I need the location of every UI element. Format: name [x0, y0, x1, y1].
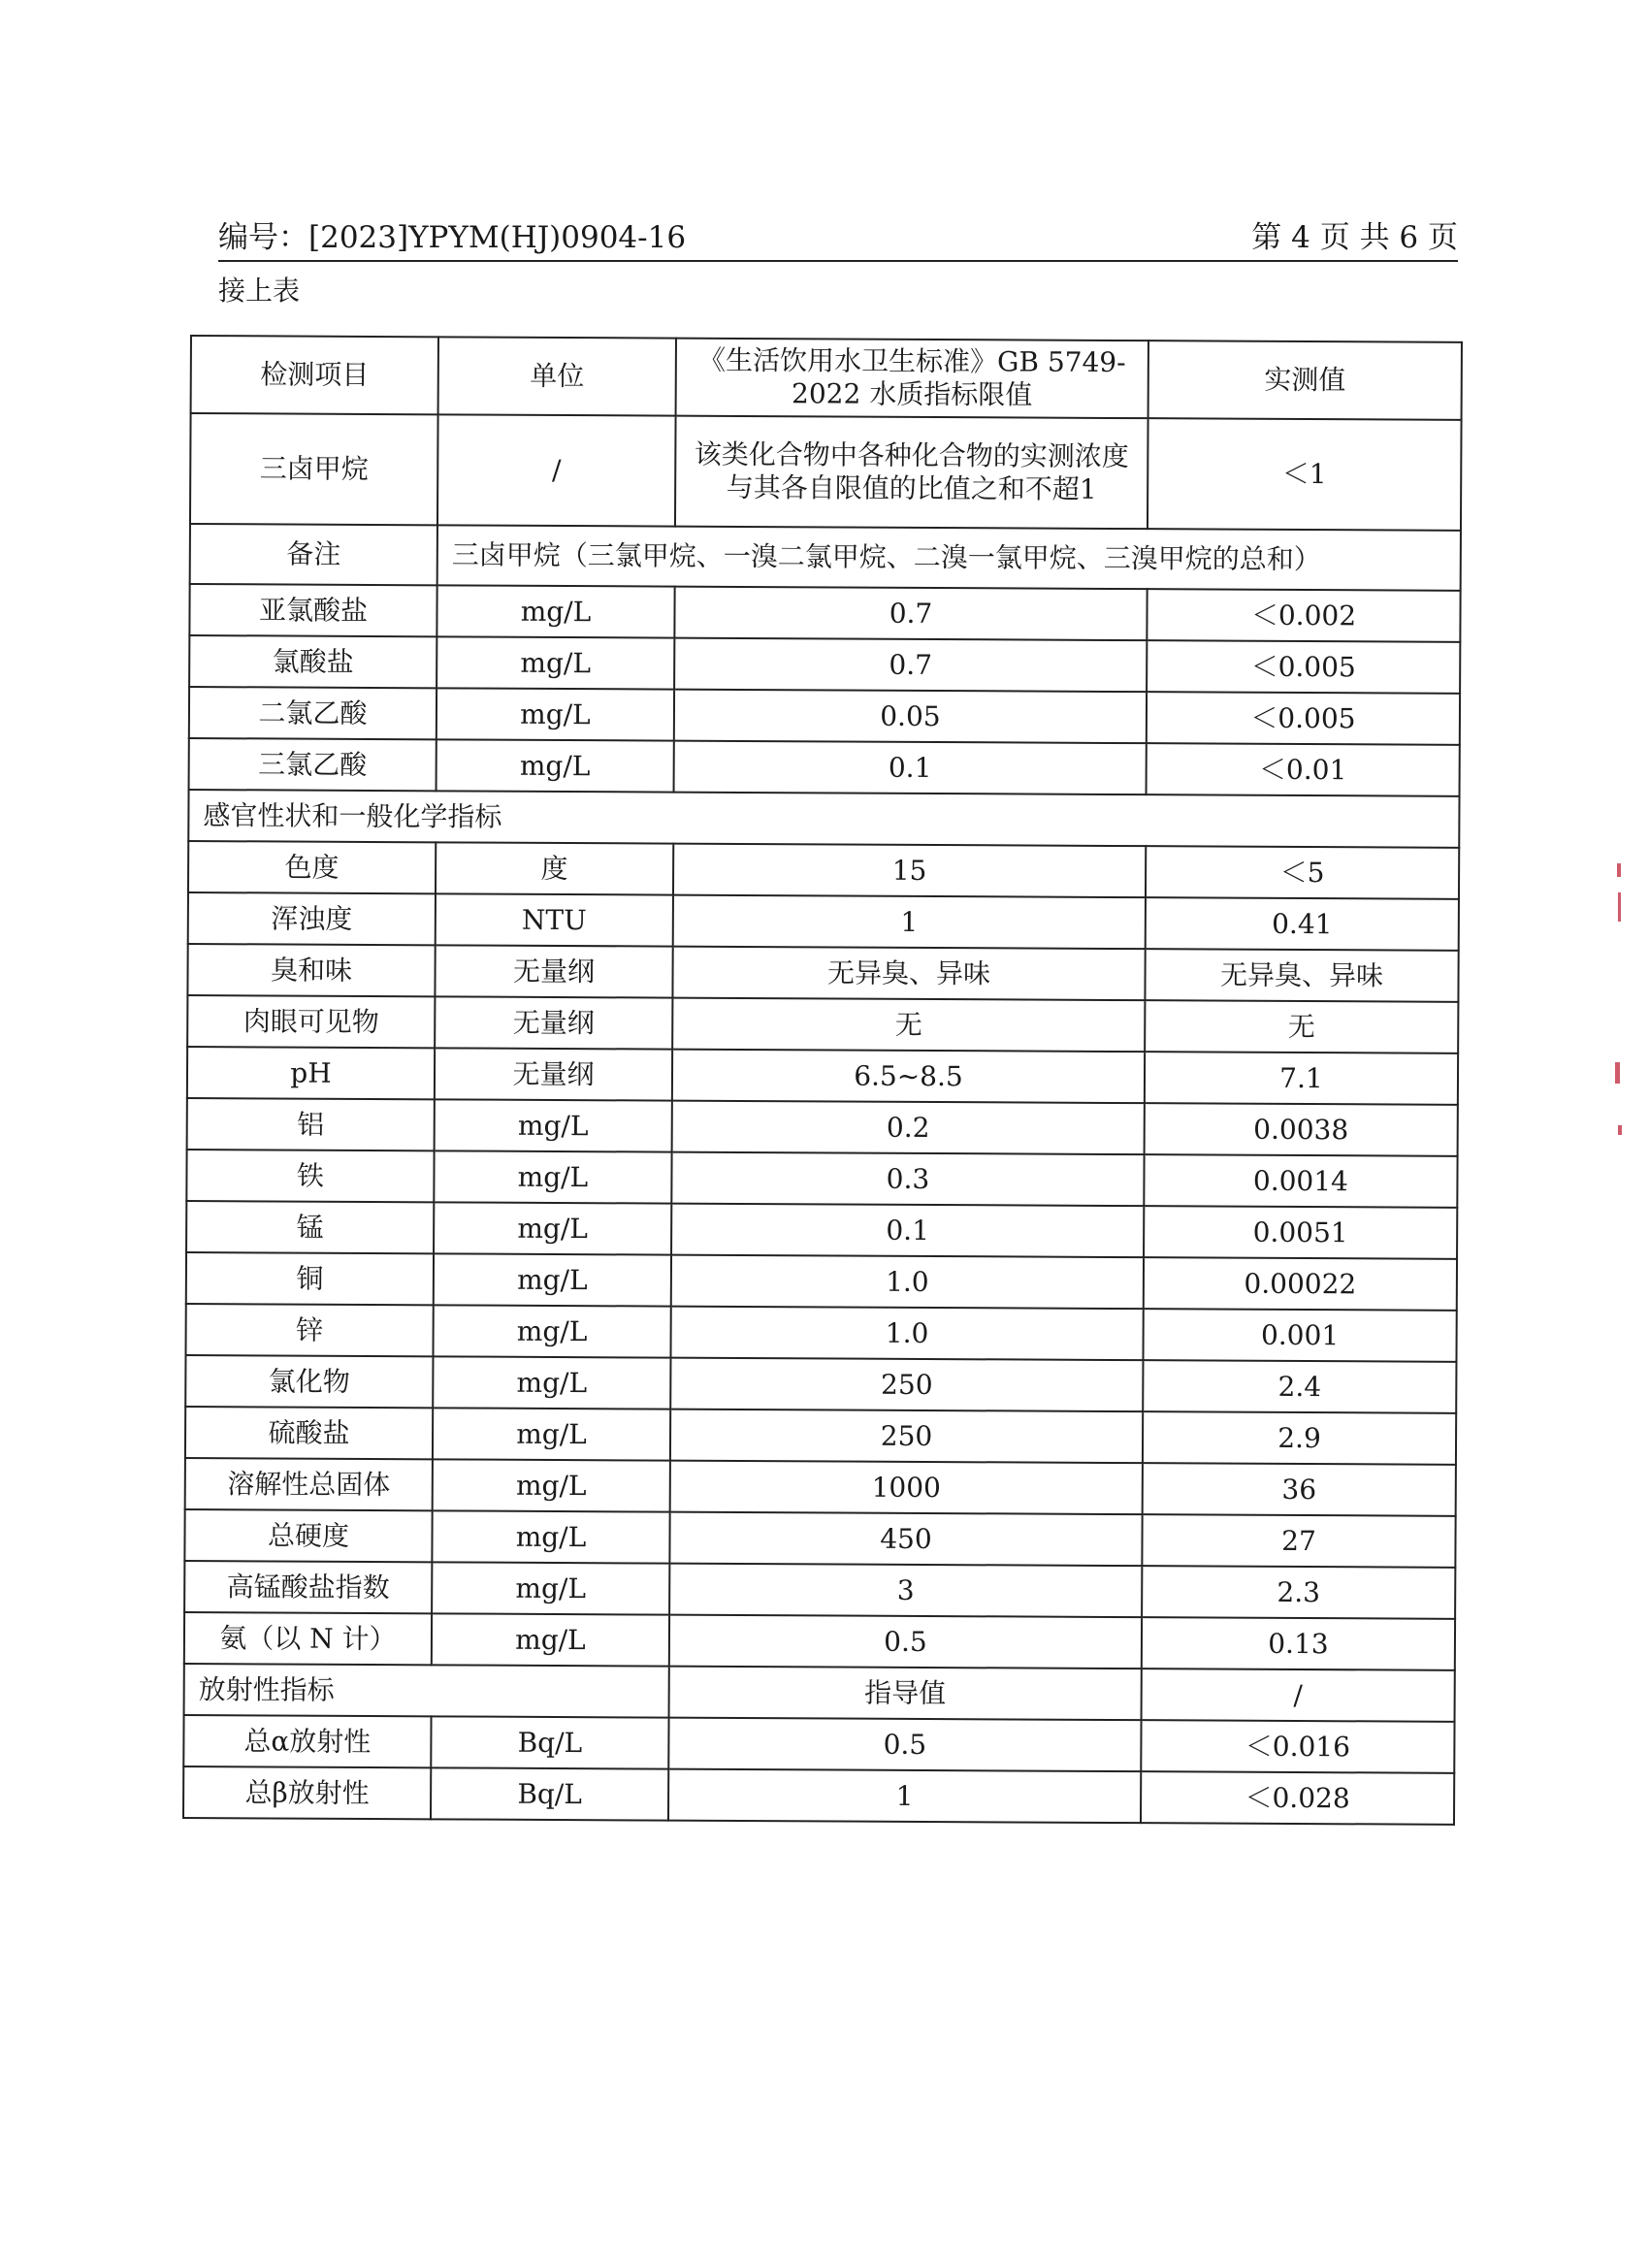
cell-limit: 0.7	[674, 638, 1147, 693]
cell-limit: 0.5	[669, 1615, 1142, 1669]
cell-item: 总硬度	[184, 1509, 432, 1562]
cell-unit: mg/L	[433, 1408, 670, 1460]
cell-unit: mg/L	[436, 585, 674, 637]
section-radio-label: 放射性指标	[184, 1664, 669, 1718]
cell-unit: mg/L	[433, 1356, 670, 1409]
cell-item: 铜	[186, 1252, 434, 1305]
cell-limit: 450	[669, 1512, 1142, 1567]
cell-value: ＜0.005	[1147, 640, 1460, 694]
table-row	[183, 1715, 1454, 1773]
cell-value: 无	[1145, 1000, 1458, 1053]
cell-item: 氯酸盐	[189, 635, 436, 688]
cell-limit: 0.1	[671, 1204, 1144, 1258]
table-row	[189, 584, 1460, 642]
cell-value: 0.001	[1143, 1309, 1456, 1362]
cell-unit: Bq/L	[431, 1716, 668, 1768]
cell-limit: 0.3	[671, 1152, 1144, 1207]
table-row	[185, 1407, 1456, 1465]
section-header-row	[184, 1664, 1455, 1722]
cell-item: 氨（以 N 计）	[184, 1612, 432, 1665]
cell-item: 硫酸盐	[185, 1407, 433, 1459]
cell-value: 27	[1142, 1514, 1455, 1568]
page-number: 第 4 页 共 6 页	[1251, 220, 1458, 255]
cell-value: 0.00022	[1144, 1257, 1457, 1311]
cell-value: ＜0.028	[1141, 1771, 1454, 1825]
cell-value: 0.0051	[1144, 1206, 1457, 1259]
cell-unit: mg/L	[433, 1459, 670, 1511]
cell-unit: mg/L	[435, 1099, 672, 1151]
scan-mark	[1618, 892, 1621, 922]
table-row	[184, 1612, 1455, 1670]
table-header-row	[191, 336, 1462, 420]
table-row	[188, 892, 1459, 951]
cell-item: 总α放射性	[183, 1715, 431, 1767]
cell-value: 2.4	[1143, 1360, 1456, 1413]
cell-value: ＜0.002	[1147, 589, 1460, 642]
table-row	[190, 413, 1462, 531]
cell-limit: 1	[673, 895, 1146, 950]
table-row	[189, 635, 1460, 694]
table-row	[184, 1509, 1455, 1568]
cell-item: 三卤甲烷	[190, 413, 438, 525]
water-quality-table	[182, 335, 1463, 1826]
cell-item: 肉眼可见物	[187, 995, 435, 1048]
cell-limit: 0.1	[674, 741, 1147, 795]
cell-unit: mg/L	[434, 1150, 671, 1203]
cell-limit: 1000	[670, 1461, 1143, 1515]
cell-unit: mg/L	[434, 1253, 671, 1306]
table-row	[187, 995, 1458, 1053]
cell-value: 2.3	[1142, 1566, 1455, 1619]
cell-item: 溶解性总固体	[185, 1458, 433, 1510]
table-row	[183, 1766, 1454, 1825]
note-row	[190, 524, 1461, 591]
table-row	[186, 1252, 1457, 1311]
cell-item: 色度	[188, 841, 436, 893]
header-value: 实测值	[1148, 340, 1462, 420]
cell-limit: 15	[673, 844, 1146, 898]
cell-value: ＜0.016	[1141, 1720, 1454, 1773]
note-text: 三卤甲烷（三氯甲烷、一溴二氯甲烷、二溴一氯甲烷、三溴甲烷的总和）	[437, 525, 1461, 591]
cell-unit: 无量纲	[435, 945, 672, 997]
cell-limit: 250	[670, 1358, 1143, 1412]
cell-value: 2.9	[1143, 1411, 1456, 1465]
cell-unit: mg/L	[436, 688, 674, 740]
cell-unit: mg/L	[434, 1202, 671, 1254]
cell-item: 铁	[186, 1150, 434, 1202]
cell-limit: 无	[672, 998, 1145, 1053]
table-row	[187, 1098, 1458, 1156]
cell-value: ＜5	[1146, 846, 1459, 899]
cell-limit: 6.5~8.5	[672, 1050, 1145, 1104]
cell-value: 7.1	[1145, 1052, 1458, 1105]
cell-item: 亚氯酸盐	[189, 584, 436, 636]
cell-item: 臭和味	[187, 944, 435, 996]
cell-value: 0.0014	[1144, 1154, 1457, 1208]
cell-unit: mg/L	[432, 1510, 669, 1563]
cell-item: 高锰酸盐指数	[184, 1561, 432, 1613]
cell-limit: 1	[668, 1769, 1141, 1824]
note-label: 备注	[190, 524, 437, 585]
section-radio-value: /	[1142, 1669, 1455, 1722]
cell-value: ＜1	[1148, 418, 1462, 531]
cell-item: pH	[187, 1047, 435, 1099]
cell-item: 浑浊度	[188, 892, 436, 945]
cell-value: 0.41	[1146, 897, 1459, 951]
cell-unit: 无量纲	[435, 1048, 672, 1100]
cell-unit: mg/L	[432, 1613, 669, 1666]
page-header	[218, 215, 1458, 262]
table-row	[185, 1304, 1456, 1362]
cell-limit: 250	[670, 1409, 1143, 1464]
cell-value: ＜0.01	[1147, 743, 1460, 796]
cell-item: 氯化物	[185, 1355, 433, 1408]
header-limit: 《生活饮用水卫生标准》GB 5749-2022 水质指标限值	[676, 339, 1148, 419]
cell-value: 36	[1143, 1463, 1456, 1516]
table-row	[188, 841, 1459, 899]
cell-item: 二氯乙酸	[189, 687, 436, 739]
report-number: 编号：[2023]YPYM(HJ)0904-16	[218, 220, 687, 255]
cell-unit: mg/L	[432, 1562, 669, 1614]
cell-unit: Bq/L	[431, 1767, 668, 1820]
cell-unit: mg/L	[433, 1305, 670, 1357]
cell-value: 0.0038	[1145, 1103, 1458, 1156]
cell-limit: 3	[669, 1564, 1142, 1618]
cell-unit: 无量纲	[435, 996, 672, 1049]
cell-unit: mg/L	[436, 739, 674, 792]
table-row	[185, 1355, 1456, 1413]
table-row	[187, 1047, 1458, 1105]
cell-limit: 无异臭、异味	[672, 947, 1145, 1001]
table-row	[185, 1458, 1456, 1516]
table-row	[187, 944, 1458, 1002]
table-row	[189, 687, 1460, 745]
table-row	[186, 1201, 1457, 1259]
cell-limit: 0.7	[674, 587, 1147, 641]
cell-limit: 0.05	[674, 690, 1147, 744]
header-item: 检测项目	[191, 336, 438, 414]
section-header-row	[188, 790, 1459, 848]
cell-value: 无异臭、异味	[1145, 949, 1458, 1002]
cell-item: 锰	[186, 1201, 434, 1253]
scan-mark	[1617, 863, 1621, 877]
cell-limit: 1.0	[671, 1255, 1144, 1310]
scan-mark	[1615, 1062, 1620, 1084]
cell-item: 铝	[187, 1098, 435, 1150]
cell-item: 总β放射性	[183, 1766, 431, 1819]
cell-limit: 0.2	[672, 1101, 1145, 1155]
cell-limit: 1.0	[670, 1307, 1143, 1361]
cell-item: 锌	[185, 1304, 433, 1356]
cell-unit: mg/L	[436, 636, 674, 689]
cell-unit: /	[437, 414, 676, 526]
cell-item: 三氯乙酸	[189, 738, 436, 791]
cell-unit: 度	[436, 842, 673, 894]
table-row	[189, 738, 1460, 796]
section-radio-limit: 指导值	[669, 1667, 1142, 1721]
cell-limit: 0.5	[668, 1718, 1141, 1772]
table-row	[184, 1561, 1455, 1619]
section-sensory-label: 感官性状和一般化学指标	[188, 790, 1459, 848]
continued-label: 接上表	[218, 275, 301, 307]
scan-mark	[1618, 1125, 1622, 1135]
cell-value: ＜0.005	[1147, 692, 1460, 745]
header-unit: 单位	[438, 337, 676, 415]
cell-limit: 该类化合物中各种化合物的实测浓度与其各自限值的比值之和不超1	[675, 416, 1148, 530]
cell-value: 0.13	[1142, 1617, 1455, 1670]
cell-unit: NTU	[436, 893, 673, 946]
table-row	[186, 1150, 1457, 1208]
